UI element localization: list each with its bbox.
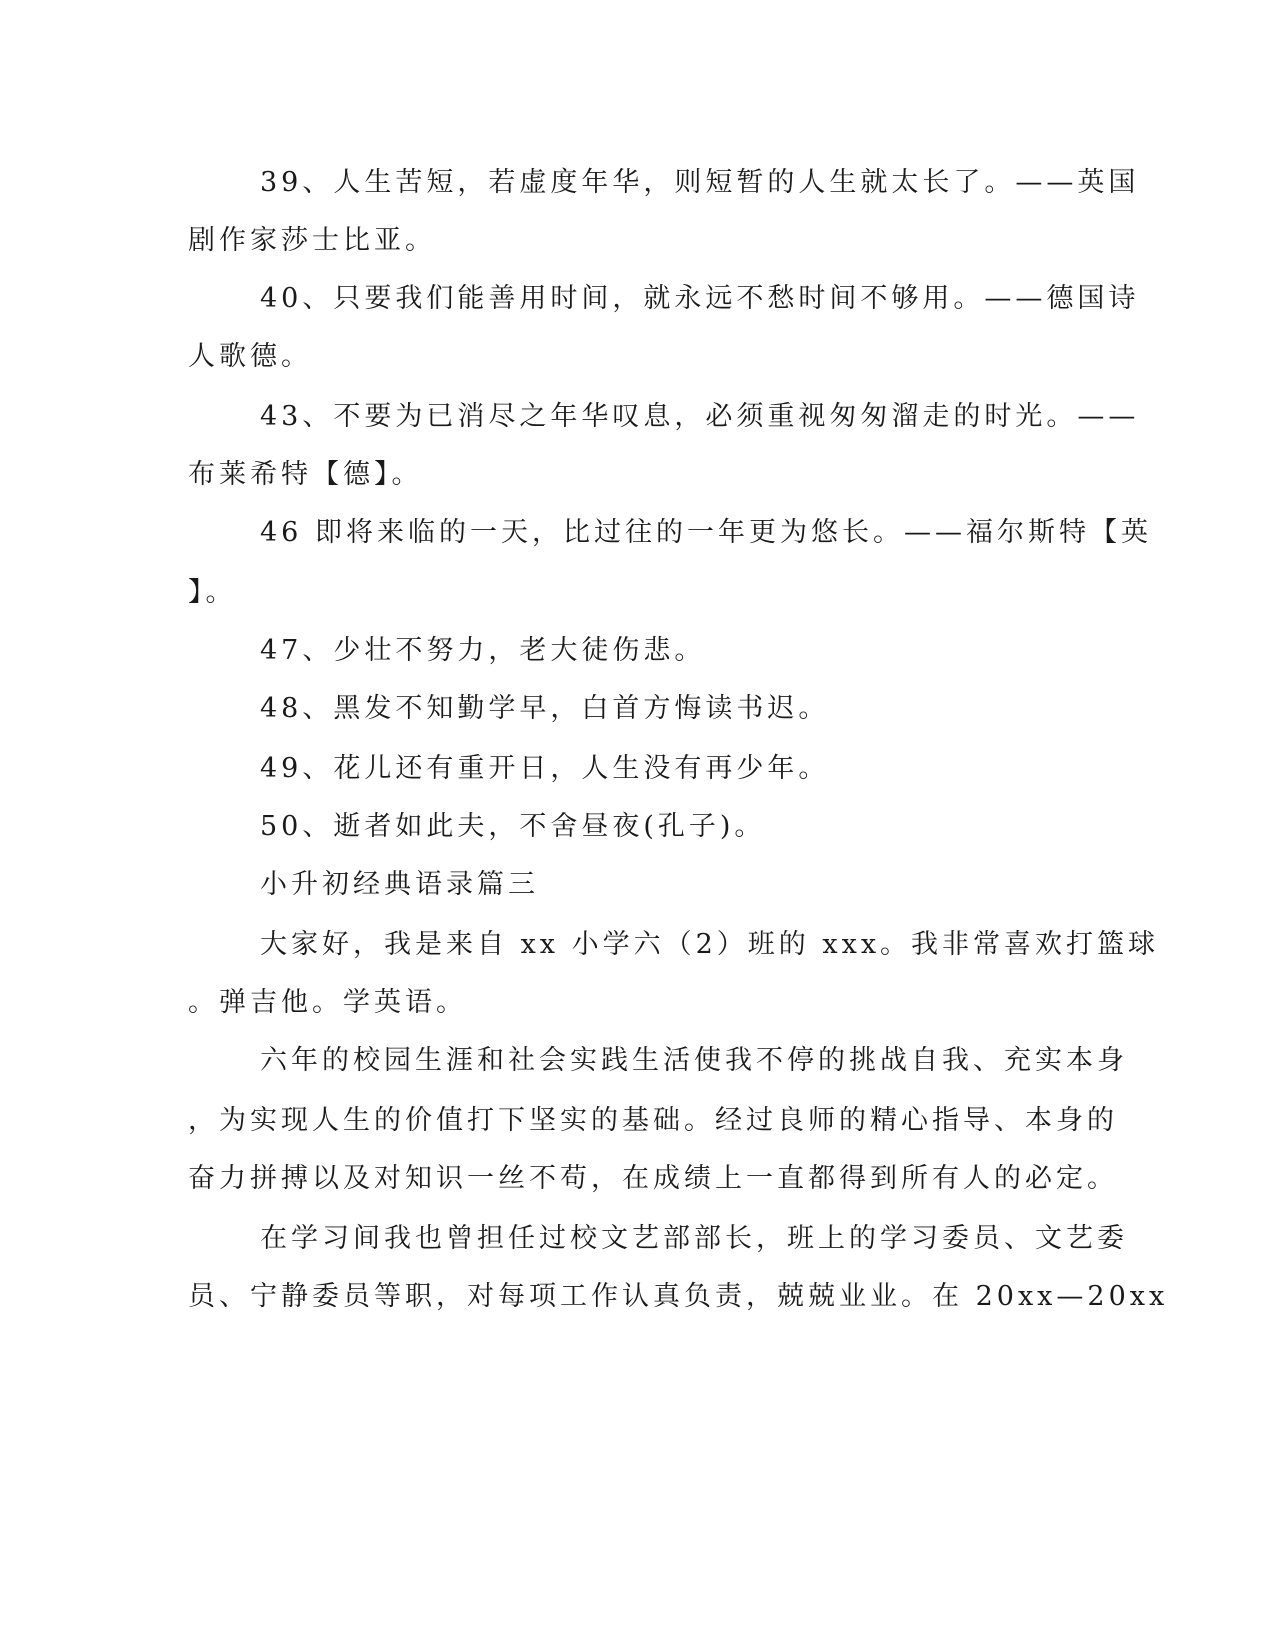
text-line-quote-50: 50、逝者如此夫，不舍昼夜(孔子)。 (260, 811, 766, 842)
text-line-para3-2: 员、宁静委员等职，对每项工作认真负责，兢兢业业。在 20xx—20xx (188, 1281, 1169, 1312)
text-line-quote-43-cont: 布莱希特【德】。 (188, 459, 423, 490)
text-line-quote-48: 48、黑发不知勤学早，白首方悔读书迟。 (260, 693, 830, 724)
text-line-intro-cont: 。弹吉他。学英语。 (188, 987, 467, 1018)
text-line-quote-49: 49、花儿还有重开日，人生没有再少年。 (260, 753, 830, 784)
text-line-para2-1: 六年的校园生涯和社会实践生活使我不停的挑战自我、充实本身 (260, 1045, 1128, 1076)
section-heading: 小升初经典语录篇三 (260, 869, 539, 900)
text-line-intro: 大家好，我是来自 xx 小学六（2）班的 xxx。我非常喜欢打篮球 (260, 929, 1160, 960)
text-line-para2-3: 奋力拼搏以及对知识一丝不苟，在成绩上一直都得到所有人的必定。 (188, 1163, 1118, 1194)
text-line-quote-39-cont: 剧作家莎士比亚。 (188, 225, 436, 256)
text-line-quote-46: 46 即将来临的一天，比过往的一年更为悠长。——福尔斯特【英 (260, 517, 1152, 548)
text-line-quote-40-cont: 人歌德。 (188, 341, 312, 372)
text-line-para2-2: ，为实现人生的价值打下坚实的基础。经过良师的精心指导、本身的 (188, 1105, 1118, 1136)
text-line-quote-40: 40、只要我们能善用时间，就永远不愁时间不够用。——德国诗 (260, 283, 1140, 314)
text-line-quote-46-cont: 】。 (188, 577, 237, 608)
text-line-para3-1: 在学习间我也曾担任过校文艺部部长，班上的学习委员、文艺委 (260, 1223, 1128, 1254)
text-line-quote-43: 43、不要为已消尽之年华叹息，必须重视匆匆溜走的时光。—— (260, 401, 1140, 432)
text-line-quote-39: 39、人生苦短，若虚度年华，则短暂的人生就太长了。——英国 (260, 167, 1140, 198)
text-line-quote-47: 47、少壮不努力，老大徒伤悲。 (260, 635, 706, 666)
